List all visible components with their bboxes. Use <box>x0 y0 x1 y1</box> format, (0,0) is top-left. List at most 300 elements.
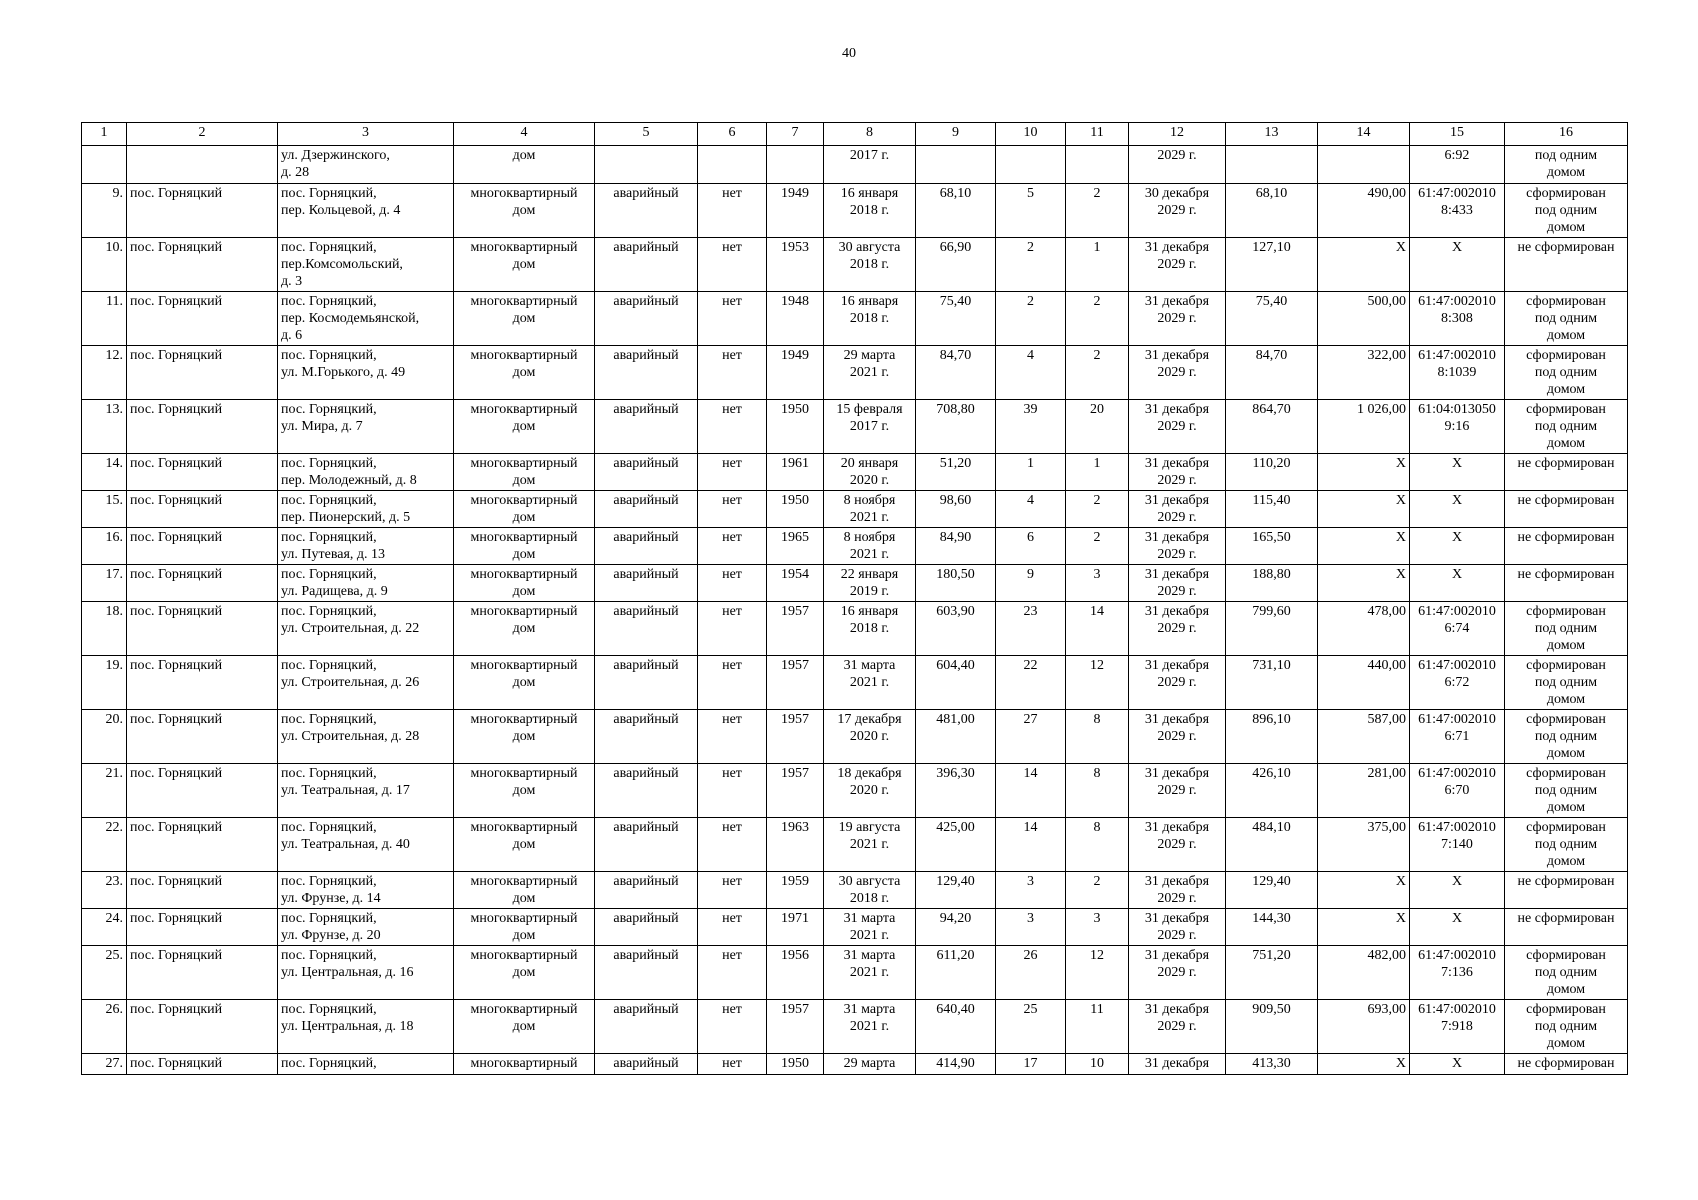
cell-address: пос. Горняцкий, ул. Театральная, д. 17 <box>278 764 454 818</box>
cell-area: 129,40 <box>916 872 996 909</box>
cell-cadastral-number: 61:47:002010 8:433 <box>1410 184 1505 238</box>
cell-condition: аварийный <box>595 346 698 400</box>
cell-resettlement-deadline: 31 декабря 2029 г. <box>1129 602 1226 656</box>
cell-row-number: 19. <box>82 656 127 710</box>
cell-status: нет <box>698 602 767 656</box>
cell-address: пос. Горняцкий, ул. М.Горького, д. 49 <box>278 346 454 400</box>
cell-total-area: 127,10 <box>1226 238 1318 292</box>
table-row <box>82 454 1628 491</box>
header-cell-row-number: 1 <box>82 123 127 146</box>
cell-apartments: 1 <box>1066 238 1129 292</box>
cell-apartments: 2 <box>1066 872 1129 909</box>
cell-land-plot-status: сформирован под одним домом <box>1505 346 1628 400</box>
cell-apartments: 2 <box>1066 346 1129 400</box>
cell-area: 51,20 <box>916 454 996 491</box>
cell-resettlement-deadline: 31 декабря 2029 г. <box>1129 872 1226 909</box>
cell-area: 98,60 <box>916 491 996 528</box>
cell-year-built: 1953 <box>767 238 824 292</box>
cell-settlement: пос. Горняцкий <box>127 1054 278 1075</box>
header-cell-address: 3 <box>278 123 454 146</box>
cell-apartments: 20 <box>1066 400 1129 454</box>
cell-area: 603,90 <box>916 602 996 656</box>
cell-total-area: 909,50 <box>1226 1000 1318 1054</box>
cell-land-plot-status: не сформирован <box>1505 528 1628 565</box>
header-cell-land-area: 14 <box>1318 123 1410 146</box>
header-cell-land-plot-status: 16 <box>1505 123 1628 146</box>
cell-area <box>916 146 996 184</box>
cell-residents: 3 <box>996 909 1066 946</box>
cell-building-type: многоквартирный дом <box>454 602 595 656</box>
table-row <box>82 764 1628 818</box>
cell-land-area: 500,00 <box>1318 292 1410 346</box>
cell-condition: аварийный <box>595 491 698 528</box>
cell-status: нет <box>698 528 767 565</box>
cell-land-area: Х <box>1318 528 1410 565</box>
cell-address: ул. Дзержинского, д. 28 <box>278 146 454 184</box>
cell-cadastral-number: Х <box>1410 491 1505 528</box>
cell-resettlement-deadline: 31 декабря <box>1129 1054 1226 1075</box>
table-row <box>82 238 1628 292</box>
cell-recognition-date: 31 марта 2021 г. <box>824 946 916 1000</box>
cell-residents: 39 <box>996 400 1066 454</box>
cell-recognition-date: 20 января 2020 г. <box>824 454 916 491</box>
cell-area: 396,30 <box>916 764 996 818</box>
cell-land-area: Х <box>1318 872 1410 909</box>
cell-building-type: дом <box>454 146 595 184</box>
cell-apartments: 12 <box>1066 656 1129 710</box>
cell-settlement: пос. Горняцкий <box>127 346 278 400</box>
cell-year-built: 1950 <box>767 491 824 528</box>
cell-condition: аварийный <box>595 528 698 565</box>
cell-resettlement-deadline: 30 декабря 2029 г. <box>1129 184 1226 238</box>
cell-residents: 14 <box>996 764 1066 818</box>
cell-total-area: 188,80 <box>1226 565 1318 602</box>
cell-settlement <box>127 146 278 184</box>
table-row <box>82 400 1628 454</box>
cell-land-plot-status: не сформирован <box>1505 1054 1628 1075</box>
cell-year-built: 1971 <box>767 909 824 946</box>
cell-total-area: 144,30 <box>1226 909 1318 946</box>
cell-cadastral-number: Х <box>1410 1054 1505 1075</box>
cell-settlement: пос. Горняцкий <box>127 909 278 946</box>
cell-status: нет <box>698 909 767 946</box>
cell-settlement: пос. Горняцкий <box>127 400 278 454</box>
cell-status: нет <box>698 184 767 238</box>
cell-year-built: 1949 <box>767 346 824 400</box>
cell-building-type: многоквартирный дом <box>454 909 595 946</box>
cell-building-type: многоквартирный <box>454 1054 595 1075</box>
cell-settlement: пос. Горняцкий <box>127 184 278 238</box>
cell-status: нет <box>698 1054 767 1075</box>
cell-settlement: пос. Горняцкий <box>127 565 278 602</box>
cell-year-built: 1957 <box>767 710 824 764</box>
table-row <box>82 872 1628 909</box>
cell-condition: аварийный <box>595 710 698 764</box>
cell-recognition-date: 19 августа 2021 г. <box>824 818 916 872</box>
column-number-header <box>82 123 1628 146</box>
cell-building-type: многоквартирный дом <box>454 656 595 710</box>
header-cell-residents: 10 <box>996 123 1066 146</box>
cell-land-area: Х <box>1318 454 1410 491</box>
cell-total-area: 426,10 <box>1226 764 1318 818</box>
cell-residents: 5 <box>996 184 1066 238</box>
cell-address: пос. Горняцкий, ул. Центральная, д. 16 <box>278 946 454 1000</box>
cell-total-area: 799,60 <box>1226 602 1318 656</box>
cell-land-area: Х <box>1318 491 1410 528</box>
cell-condition: аварийный <box>595 946 698 1000</box>
cell-land-plot-status: сформирован под одним домом <box>1505 946 1628 1000</box>
cell-building-type: многоквартирный дом <box>454 872 595 909</box>
cell-total-area: 110,20 <box>1226 454 1318 491</box>
cell-address: пос. Горняцкий, пер. Молодежный, д. 8 <box>278 454 454 491</box>
cell-settlement: пос. Горняцкий <box>127 292 278 346</box>
cell-resettlement-deadline: 2029 г. <box>1129 146 1226 184</box>
cell-land-plot-status: сформирован под одним домом <box>1505 602 1628 656</box>
cell-building-type: многоквартирный дом <box>454 1000 595 1054</box>
cell-total-area: 75,40 <box>1226 292 1318 346</box>
cell-condition: аварийный <box>595 1054 698 1075</box>
cell-recognition-date: 8 ноября 2021 г. <box>824 491 916 528</box>
cell-cadastral-number: Х <box>1410 454 1505 491</box>
cell-land-plot-status: сформирован под одним домом <box>1505 292 1628 346</box>
cell-status: нет <box>698 710 767 764</box>
cell-apartments: 2 <box>1066 528 1129 565</box>
cell-land-area: 281,00 <box>1318 764 1410 818</box>
cell-recognition-date: 16 января 2018 г. <box>824 292 916 346</box>
cell-land-plot-status: сформирован под одним домом <box>1505 710 1628 764</box>
cell-recognition-date: 31 марта 2021 г. <box>824 909 916 946</box>
header-cell-building-type: 4 <box>454 123 595 146</box>
cell-land-plot-status: не сформирован <box>1505 909 1628 946</box>
cell-address: пос. Горняцкий, ул. Центральная, д. 18 <box>278 1000 454 1054</box>
cell-recognition-date: 31 марта 2021 г. <box>824 1000 916 1054</box>
cell-year-built: 1954 <box>767 565 824 602</box>
cell-address: пос. Горняцкий, пер.Комсомольский, д. 3 <box>278 238 454 292</box>
cell-status: нет <box>698 764 767 818</box>
cell-building-type: многоквартирный дом <box>454 710 595 764</box>
cell-apartments: 2 <box>1066 292 1129 346</box>
cell-residents: 3 <box>996 872 1066 909</box>
cell-status: нет <box>698 491 767 528</box>
cell-residents <box>996 146 1066 184</box>
cell-building-type: многоквартирный дом <box>454 491 595 528</box>
cell-status: нет <box>698 292 767 346</box>
header-cell-condition: 5 <box>595 123 698 146</box>
cell-settlement: пос. Горняцкий <box>127 491 278 528</box>
cell-condition: аварийный <box>595 454 698 491</box>
cell-building-type: многоквартирный дом <box>454 764 595 818</box>
cell-condition: аварийный <box>595 656 698 710</box>
cell-status: нет <box>698 656 767 710</box>
cell-resettlement-deadline: 31 декабря 2029 г. <box>1129 946 1226 1000</box>
cell-row-number: 22. <box>82 818 127 872</box>
cell-address: пос. Горняцкий, ул. Театральная, д. 40 <box>278 818 454 872</box>
cell-condition: аварийный <box>595 565 698 602</box>
cell-recognition-date: 18 декабря 2020 г. <box>824 764 916 818</box>
table-row <box>82 1000 1628 1054</box>
cell-area: 66,90 <box>916 238 996 292</box>
cell-area: 75,40 <box>916 292 996 346</box>
header-cell-year-built: 7 <box>767 123 824 146</box>
cell-year-built: 1956 <box>767 946 824 1000</box>
cell-status: нет <box>698 1000 767 1054</box>
cell-residents: 2 <box>996 238 1066 292</box>
cell-recognition-date: 30 августа 2018 г. <box>824 238 916 292</box>
cell-total-area: 864,70 <box>1226 400 1318 454</box>
cell-resettlement-deadline: 31 декабря 2029 г. <box>1129 292 1226 346</box>
cell-apartments: 8 <box>1066 818 1129 872</box>
cell-settlement: пос. Горняцкий <box>127 454 278 491</box>
cell-cadastral-number: 61:47:002010 8:308 <box>1410 292 1505 346</box>
table-row <box>82 656 1628 710</box>
cell-recognition-date: 29 марта <box>824 1054 916 1075</box>
cell-apartments: 2 <box>1066 491 1129 528</box>
cell-row-number: 26. <box>82 1000 127 1054</box>
cell-area: 414,90 <box>916 1054 996 1075</box>
cell-address: пос. Горняцкий, пер. Космодемьянской, д. 6 <box>278 292 454 346</box>
cell-year-built <box>767 146 824 184</box>
cell-resettlement-deadline: 31 декабря 2029 г. <box>1129 400 1226 454</box>
header-cell-total-area: 13 <box>1226 123 1318 146</box>
cell-year-built: 1959 <box>767 872 824 909</box>
header-cell-apartments: 11 <box>1066 123 1129 146</box>
cell-resettlement-deadline: 31 декабря 2029 г. <box>1129 346 1226 400</box>
cell-land-plot-status: под одним домом <box>1505 146 1628 184</box>
cell-cadastral-number: Х <box>1410 528 1505 565</box>
cell-residents: 4 <box>996 346 1066 400</box>
cell-settlement: пос. Горняцкий <box>127 764 278 818</box>
cell-apartments: 3 <box>1066 909 1129 946</box>
cell-resettlement-deadline: 31 декабря 2029 г. <box>1129 656 1226 710</box>
cell-cadastral-number: 61:47:002010 6:71 <box>1410 710 1505 764</box>
table-row <box>82 565 1628 602</box>
cell-condition: аварийный <box>595 238 698 292</box>
cell-condition: аварийный <box>595 764 698 818</box>
cell-cadastral-number: 61:04:013050 9:16 <box>1410 400 1505 454</box>
cell-building-type: многоквартирный дом <box>454 400 595 454</box>
cell-apartments: 11 <box>1066 1000 1129 1054</box>
cell-settlement: пос. Горняцкий <box>127 528 278 565</box>
cell-cadastral-number: 61:47:002010 6:72 <box>1410 656 1505 710</box>
cell-apartments: 8 <box>1066 764 1129 818</box>
cell-cadastral-number: Х <box>1410 565 1505 602</box>
cell-settlement: пос. Горняцкий <box>127 946 278 1000</box>
header-cell-settlement: 2 <box>127 123 278 146</box>
table-row <box>82 528 1628 565</box>
cell-row-number: 18. <box>82 602 127 656</box>
table-row <box>82 710 1628 764</box>
cell-building-type: многоквартирный дом <box>454 184 595 238</box>
cell-recognition-date: 8 ноября 2021 г. <box>824 528 916 565</box>
cell-condition: аварийный <box>595 292 698 346</box>
table-row <box>82 602 1628 656</box>
cell-land-area: 375,00 <box>1318 818 1410 872</box>
cell-row-number: 20. <box>82 710 127 764</box>
cell-building-type: многоквартирный дом <box>454 565 595 602</box>
cell-status: нет <box>698 400 767 454</box>
header-cell-resettlement-deadline: 12 <box>1129 123 1226 146</box>
cell-land-plot-status: не сформирован <box>1505 454 1628 491</box>
cell-address: пос. Горняцкий, ул. Строительная, д. 22 <box>278 602 454 656</box>
cell-condition: аварийный <box>595 184 698 238</box>
cell-resettlement-deadline: 31 декабря 2029 г. <box>1129 454 1226 491</box>
cell-status: нет <box>698 346 767 400</box>
cell-resettlement-deadline: 31 декабря 2029 г. <box>1129 1000 1226 1054</box>
cell-residents: 14 <box>996 818 1066 872</box>
cell-total-area: 731,10 <box>1226 656 1318 710</box>
cell-land-area: Х <box>1318 1054 1410 1075</box>
cell-cadastral-number: 61:47:002010 7:918 <box>1410 1000 1505 1054</box>
cell-resettlement-deadline: 31 декабря 2029 г. <box>1129 528 1226 565</box>
cell-year-built: 1950 <box>767 400 824 454</box>
table-row <box>82 292 1628 346</box>
cell-land-area: 693,00 <box>1318 1000 1410 1054</box>
cell-apartments: 12 <box>1066 946 1129 1000</box>
housing-register-table <box>81 122 1628 1075</box>
cell-settlement: пос. Горняцкий <box>127 602 278 656</box>
cell-row-number: 16. <box>82 528 127 565</box>
cell-address: пос. Горняцкий, ул. Фрунзе, д. 14 <box>278 872 454 909</box>
cell-land-plot-status: сформирован под одним домом <box>1505 400 1628 454</box>
header-cell-recognition-date: 8 <box>824 123 916 146</box>
cell-settlement: пос. Горняцкий <box>127 818 278 872</box>
cell-resettlement-deadline: 31 декабря 2029 г. <box>1129 491 1226 528</box>
cell-total-area: 84,70 <box>1226 346 1318 400</box>
table-row <box>82 818 1628 872</box>
cell-address: пос. Горняцкий, ул. Строительная, д. 28 <box>278 710 454 764</box>
cell-building-type: многоквартирный дом <box>454 946 595 1000</box>
cell-cadastral-number: 61:47:002010 7:136 <box>1410 946 1505 1000</box>
cell-recognition-date: 16 января 2018 г. <box>824 184 916 238</box>
cell-address: пос. Горняцкий, <box>278 1054 454 1075</box>
table-row <box>82 184 1628 238</box>
cell-land-area <box>1318 146 1410 184</box>
cell-address: пос. Горняцкий, пер. Пионерский, д. 5 <box>278 491 454 528</box>
cell-area: 84,90 <box>916 528 996 565</box>
cell-year-built: 1965 <box>767 528 824 565</box>
cell-total-area: 484,10 <box>1226 818 1318 872</box>
cell-residents: 9 <box>996 565 1066 602</box>
cell-total-area: 68,10 <box>1226 184 1318 238</box>
cell-condition: аварийный <box>595 602 698 656</box>
cell-year-built: 1963 <box>767 818 824 872</box>
cell-address: пос. Горняцкий, ул. Путевая, д. 13 <box>278 528 454 565</box>
cell-land-plot-status: не сформирован <box>1505 565 1628 602</box>
page-number: 40 <box>842 46 856 61</box>
cell-year-built: 1950 <box>767 1054 824 1075</box>
cell-building-type: многоквартирный дом <box>454 528 595 565</box>
cell-cadastral-number: 61:47:002010 6:70 <box>1410 764 1505 818</box>
cell-row-number: 11. <box>82 292 127 346</box>
cell-status: нет <box>698 238 767 292</box>
cell-settlement: пос. Горняцкий <box>127 656 278 710</box>
cell-year-built: 1957 <box>767 602 824 656</box>
cell-residents: 2 <box>996 292 1066 346</box>
cell-total-area: 129,40 <box>1226 872 1318 909</box>
cell-year-built: 1961 <box>767 454 824 491</box>
cell-cadastral-number: 61:47:002010 7:140 <box>1410 818 1505 872</box>
header-cell-status: 6 <box>698 123 767 146</box>
cell-building-type: многоквартирный дом <box>454 346 595 400</box>
cell-total-area: 165,50 <box>1226 528 1318 565</box>
cell-land-area: 478,00 <box>1318 602 1410 656</box>
cell-total-area: 413,30 <box>1226 1054 1318 1075</box>
cell-total-area <box>1226 146 1318 184</box>
cell-land-plot-status: сформирован под одним домом <box>1505 818 1628 872</box>
cell-resettlement-deadline: 31 декабря 2029 г. <box>1129 710 1226 764</box>
cell-row-number <box>82 146 127 184</box>
cell-row-number: 14. <box>82 454 127 491</box>
cell-residents: 6 <box>996 528 1066 565</box>
cell-land-area: Х <box>1318 565 1410 602</box>
cell-land-plot-status: не сформирован <box>1505 491 1628 528</box>
cell-land-plot-status: сформирован под одним домом <box>1505 764 1628 818</box>
cell-land-plot-status: не сформирован <box>1505 238 1628 292</box>
cell-land-area: 587,00 <box>1318 710 1410 764</box>
cell-total-area: 751,20 <box>1226 946 1318 1000</box>
cell-building-type: многоквартирный дом <box>454 292 595 346</box>
cell-land-area: Х <box>1318 238 1410 292</box>
cell-cadastral-number: Х <box>1410 238 1505 292</box>
cell-apartments: 14 <box>1066 602 1129 656</box>
cell-area: 604,40 <box>916 656 996 710</box>
cell-row-number: 24. <box>82 909 127 946</box>
cell-row-number: 21. <box>82 764 127 818</box>
cell-condition: аварийный <box>595 1000 698 1054</box>
cell-recognition-date: 29 марта 2021 г. <box>824 346 916 400</box>
table-row <box>82 491 1628 528</box>
cell-resettlement-deadline: 31 декабря 2029 г. <box>1129 565 1226 602</box>
header-cell-cadastral-number: 15 <box>1410 123 1505 146</box>
cell-status: нет <box>698 946 767 1000</box>
cell-land-plot-status: сформирован под одним домом <box>1505 184 1628 238</box>
cell-recognition-date: 16 января 2018 г. <box>824 602 916 656</box>
cell-status: нет <box>698 565 767 602</box>
cell-area: 84,70 <box>916 346 996 400</box>
cell-condition: аварийный <box>595 909 698 946</box>
cell-address: пос. Горняцкий, ул. Фрунзе, д. 20 <box>278 909 454 946</box>
cell-address: пос. Горняцкий, ул. Строительная, д. 26 <box>278 656 454 710</box>
cell-area: 708,80 <box>916 400 996 454</box>
cell-recognition-date: 22 января 2019 г. <box>824 565 916 602</box>
cell-apartments: 8 <box>1066 710 1129 764</box>
cell-row-number: 12. <box>82 346 127 400</box>
cell-area: 481,00 <box>916 710 996 764</box>
cell-building-type: многоквартирный дом <box>454 454 595 491</box>
cell-year-built: 1949 <box>767 184 824 238</box>
header-cell-area: 9 <box>916 123 996 146</box>
cell-settlement: пос. Горняцкий <box>127 238 278 292</box>
cell-residents: 25 <box>996 1000 1066 1054</box>
cell-row-number: 10. <box>82 238 127 292</box>
cell-building-type: многоквартирный дом <box>454 818 595 872</box>
table-row <box>82 1054 1628 1075</box>
cell-settlement: пос. Горняцкий <box>127 1000 278 1054</box>
cell-recognition-date: 31 марта 2021 г. <box>824 656 916 710</box>
table-row <box>82 909 1628 946</box>
cell-recognition-date: 17 декабря 2020 г. <box>824 710 916 764</box>
cell-apartments: 10 <box>1066 1054 1129 1075</box>
cell-address: пос. Горняцкий, пер. Кольцевой, д. 4 <box>278 184 454 238</box>
cell-recognition-date: 30 августа 2018 г. <box>824 872 916 909</box>
cell-row-number: 13. <box>82 400 127 454</box>
cell-row-number: 25. <box>82 946 127 1000</box>
cell-status: нет <box>698 454 767 491</box>
cell-year-built: 1957 <box>767 656 824 710</box>
cell-cadastral-number: Х <box>1410 909 1505 946</box>
cell-settlement: пос. Горняцкий <box>127 710 278 764</box>
cell-residents: 23 <box>996 602 1066 656</box>
